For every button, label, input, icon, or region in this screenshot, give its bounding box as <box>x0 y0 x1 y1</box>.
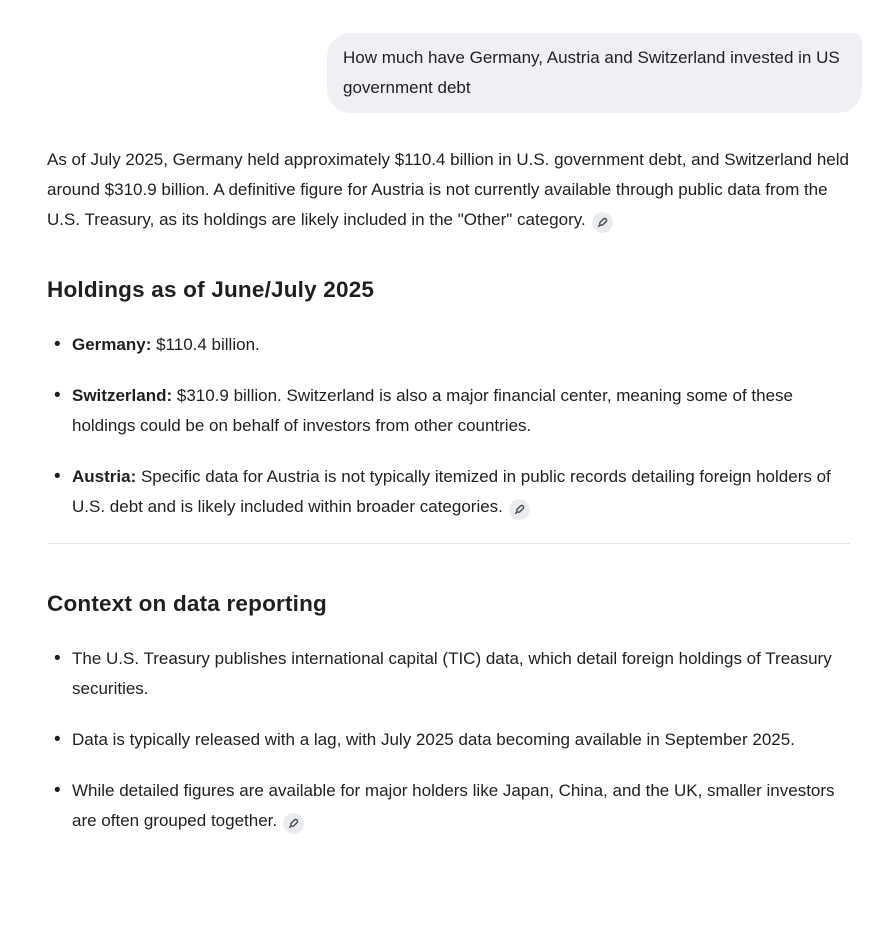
intro-paragraph <box>47 145 850 235</box>
bullet-text: $310.9 billion. Switzerland is also a major financial center, meaning some of these holdings could be on behalf of investors from other countries. <box>72 386 793 435</box>
list-item <box>47 725 850 755</box>
citation-chip[interactable] <box>509 499 530 520</box>
user-message-row <box>0 0 886 113</box>
user-message-bubble <box>327 33 862 113</box>
bullet-text: Specific data for Austria is not typically itemized in public records detailing foreign holders of U.S. debt and is likely included within broader categories. <box>72 467 831 516</box>
bullet-text: While detailed figures are available for major holders like Japan, China, and the UK, smaller investors are often grouped together. <box>72 781 835 830</box>
bullet-bold-label: Germany: <box>72 335 157 354</box>
bullet-bold-label: Austria: <box>72 467 141 486</box>
user-message-text: How much have Germany, Austria and Switzerland invested in US government debt <box>343 48 840 97</box>
citation-chip[interactable] <box>592 212 613 233</box>
list-item <box>47 381 850 441</box>
citation-chip[interactable] <box>283 813 304 834</box>
holdings-bullet-list <box>47 330 850 522</box>
link-icon <box>596 216 609 229</box>
link-icon <box>513 503 526 516</box>
list-item <box>47 644 850 704</box>
section-heading-context: Context on data reporting <box>47 591 327 616</box>
link-icon <box>287 817 300 830</box>
intro-text: As of July 2025, Germany held approximately $110.4 billion in U.S. government debt, and Switzerland held around $310.9 billion. A definitive figure for Austria is not currently available through public data from the U.S. Treasury, as its holdings are likely included in the "Other" category. <box>47 150 849 229</box>
list-item <box>47 462 850 522</box>
assistant-response <box>0 113 886 877</box>
list-item <box>47 776 850 836</box>
list-item <box>47 330 850 360</box>
section-heading-holdings: Holdings as of June/July 2025 <box>47 277 375 302</box>
section-divider <box>47 543 850 544</box>
bullet-text: The U.S. Treasury publishes international capital (TIC) data, which detail foreign holdings of Treasury securities. <box>72 649 832 698</box>
context-bullet-list <box>47 644 850 836</box>
bullet-text: Data is typically released with a lag, with July 2025 data becoming available in September 2025. <box>72 730 795 749</box>
bullet-bold-label: Switzerland: <box>72 386 177 405</box>
bullet-text: $110.4 billion. <box>156 335 260 354</box>
